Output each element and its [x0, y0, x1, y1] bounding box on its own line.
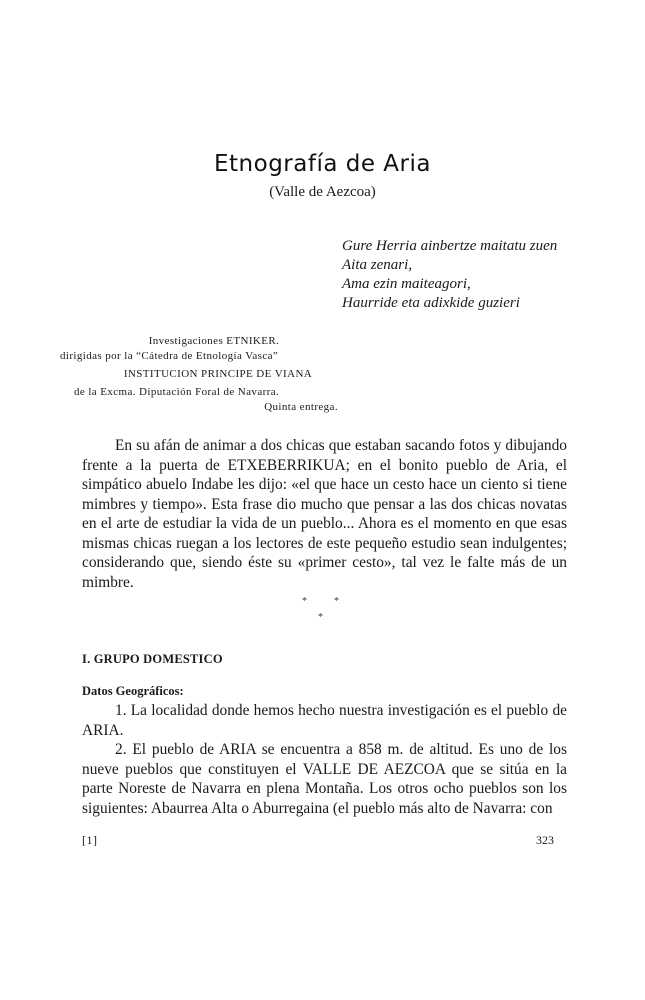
epigraph-line: Aita zenari, [342, 257, 412, 273]
body-paragraph: 1. La localidad donde hemos hecho nuestra investigación es el pueblo de ARIA. [82, 702, 567, 739]
epigraph-line: Ama ezin maiteagori, [342, 276, 471, 292]
credits-line: de la Excma. Diputación Foral de Navarra. [74, 386, 280, 398]
credits-line: Investigaciones ETNIKER. [148, 335, 280, 347]
asterisk-icon: * [302, 596, 307, 607]
subsection-heading: Datos Geográficos: [82, 684, 184, 698]
section-separator [288, 596, 358, 628]
epigraph-line: Haurride eta adixkide guzieri [342, 295, 520, 311]
credits-line: INSTITUCION PRINCIPE DE VIANA [123, 368, 313, 380]
credits-line: Quinta entrega. [264, 401, 338, 413]
article-subtitle: (Valle de Aezcoa) [269, 184, 376, 200]
article-title: Etnografía de Aria [214, 151, 431, 177]
body-text [82, 701, 567, 818]
epigraph-line: Gure Herria ainbertze maitatu zuen [342, 238, 558, 254]
credits-line: dirigidas por la “Cátedra de Etnología Vasca” [60, 350, 279, 362]
epigraph [342, 237, 602, 313]
page-number: 323 [536, 833, 554, 847]
body-paragraph: 2. El pueblo de ARIA se encuentra a 858 m. de altitud. Es uno de los nueve pueblos que constituyen el VALLE DE AEZCOA que se sitúa en la parte Noreste de Navarra en plena Montaña. Los otros ocho pueblos son los siguientes: Abaurrea Alta o Aburregaina (el pueblo más alto de Navarra: con [82, 741, 567, 817]
intro-text [82, 436, 567, 592]
section-heading: I. GRUPO DOMESTICO [82, 652, 223, 666]
credits-block [60, 334, 338, 415]
asterisk-icon: * [318, 612, 323, 623]
intro-paragraph: En su afán de animar a dos chicas que estaban sacando fotos y dibujando frente a la puerta de ETXEBERRIKUA; en el bonito pueblo de Aria, el simpático abuelo Indabe les dijo: «el que hace un cesto hace un ciento si tiene mimbres y tiempo». Esta frase dio mucho que pensar a las dos chicas novatas en el arte de estudiar la vida de un pueblo... Ahora es el momento en que esas mismas chicas ruegan a los lectores de este pequeño estudio sean indulgentes; considerando que, siendo éste su «primer cesto», tal vez le falte más de un mimbre. [82, 437, 567, 591]
footer-page-ref: [1] [82, 833, 98, 847]
asterisk-icon: * [334, 596, 339, 607]
